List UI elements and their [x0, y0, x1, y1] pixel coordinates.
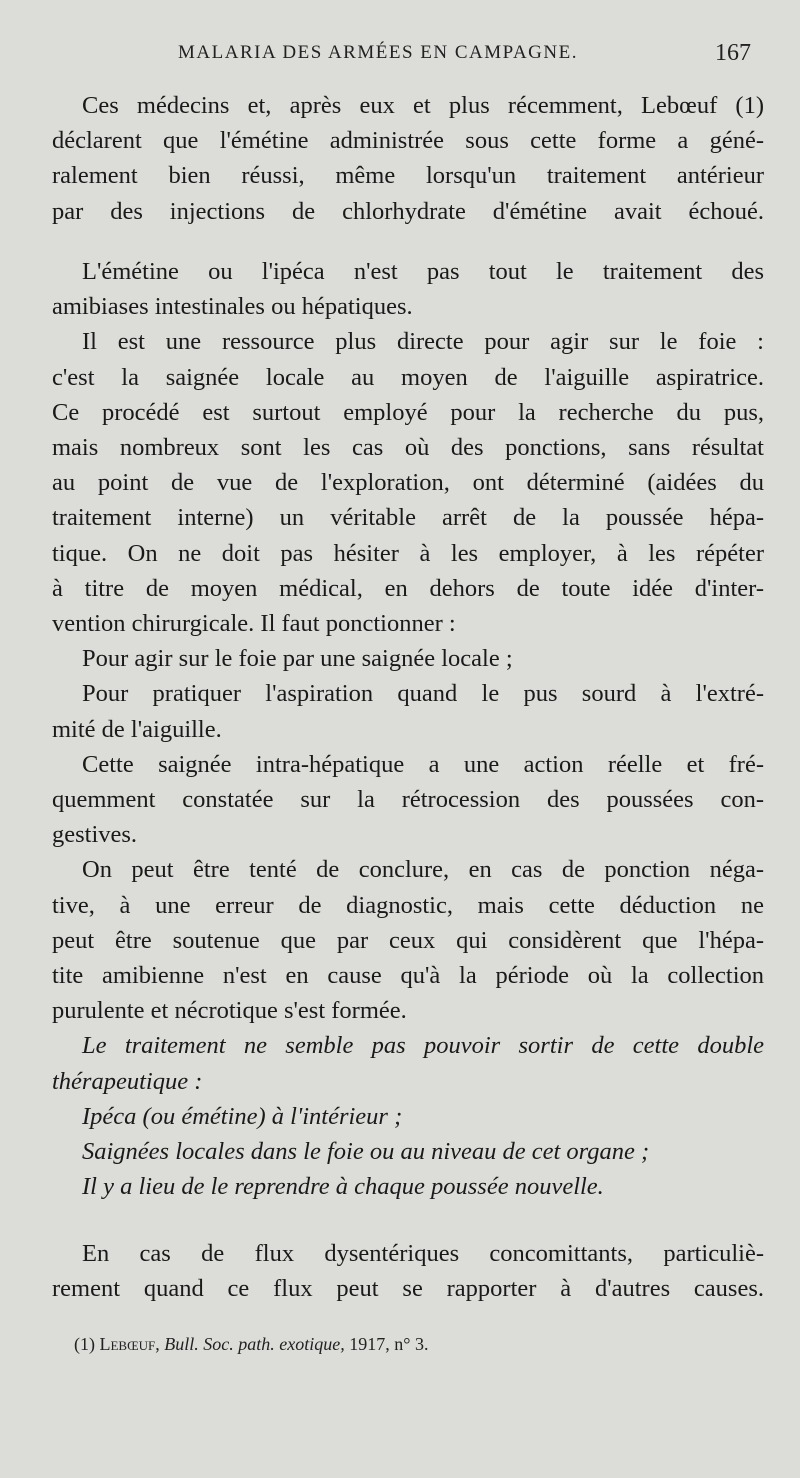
text-line: par des injections de chlorhydrate d'émétine avait échoué. — [52, 197, 764, 225]
text-line: Cette saignée intra-hépatique a une action réelle et fré- — [82, 750, 764, 778]
text-line: mais nombreux sont les cas où des ponctions, sans résultat — [52, 434, 764, 462]
footnote-ref: 1917, n° 3. — [349, 1334, 429, 1354]
text-line: mité de l'aiguille. — [52, 715, 222, 743]
text-line: au point de vue de l'exploration, ont déterminé (aidées du — [52, 469, 764, 497]
text-line: c'est la saignée locale au moyen de l'aiguille aspiratrice. — [52, 363, 764, 391]
text-line: amibiases intestinales ou hépatiques. — [52, 293, 413, 321]
running-title: MALARIA DES ARMÉES EN CAMPAGNE. — [178, 42, 578, 63]
footnote-marker: (1) — [74, 1334, 95, 1354]
paragraph-flux — [52, 1236, 764, 1306]
text-line: On peut être tenté de conclure, en cas de ponction néga- — [82, 856, 764, 884]
text-line: Pour agir sur le foie par une saignée locale ; — [82, 645, 513, 673]
text-line: à titre de moyen médical, en dehors de toute idée d'inter- — [52, 574, 764, 602]
text-line: peut être soutenue que par ceux qui considèrent que l'hépa- — [52, 926, 764, 954]
text-line: Saignées locales dans le foie ou au niveau de cet organe ; — [82, 1138, 650, 1166]
text-line: Ipéca (ou émétine) à l'intérieur ; — [82, 1102, 403, 1130]
paragraph-leboeuf — [52, 88, 764, 229]
text-line: tique. On ne doit pas hésiter à les employer, à les répéter — [52, 539, 764, 567]
text-line: ralement bien réussi, même lorsqu'un traitement antérieur — [52, 162, 764, 190]
text-line: Ce procédé est surtout employé pour la recherche du pus, — [52, 398, 764, 426]
text-line: Ces médecins et, après eux et plus récemment, Lebœuf (1) — [82, 92, 764, 119]
text-line: Le traitement ne semble pas pouvoir sortir de cette double — [82, 1032, 764, 1060]
text-line: tive, à une erreur de diagnostic, mais cette déduction ne — [52, 891, 764, 919]
text-line: vention chirurgicale. Il faut ponctionner : — [52, 610, 456, 638]
footnote-author: Lebœuf, — [99, 1334, 160, 1354]
text-line: déclarent que l'émétine administrée sous cette forme a géné- — [52, 127, 764, 155]
text-line: purulente et nécrotique s'est formée. — [52, 997, 407, 1025]
text-line: tite amibienne n'est en cause qu'à la période où la collection — [52, 962, 764, 990]
page-number: 167 — [715, 40, 751, 66]
text-line: gestives. — [52, 821, 138, 849]
text-line: Pour pratiquer l'aspiration quand le pus sourd à l'extré- — [82, 680, 764, 708]
text-line: traitement interne) un véritable arrêt de la poussée hépa- — [52, 504, 764, 532]
text-line: En cas de flux dysentériques concomittants, particuliè- — [82, 1240, 764, 1267]
main-text-block — [52, 254, 764, 1204]
text-line: Il est une ressource plus directe pour agir sur le foie : — [82, 328, 764, 356]
text-line: thérapeutique : — [52, 1067, 203, 1095]
text-line: L'émétine ou l'ipéca n'est pas tout le traitement des — [82, 258, 764, 285]
footnote-journal: Bull. Soc. path. exotique, — [164, 1334, 345, 1354]
text-line: quemment constatée sur la rétrocession des poussées con- — [52, 786, 764, 814]
text-line: rement quand ce flux peut se rapporter à d'autres causes. — [52, 1275, 764, 1303]
text-line: Il y a lieu de le reprendre à chaque poussée nouvelle. — [82, 1173, 604, 1201]
footnote — [74, 1334, 428, 1355]
